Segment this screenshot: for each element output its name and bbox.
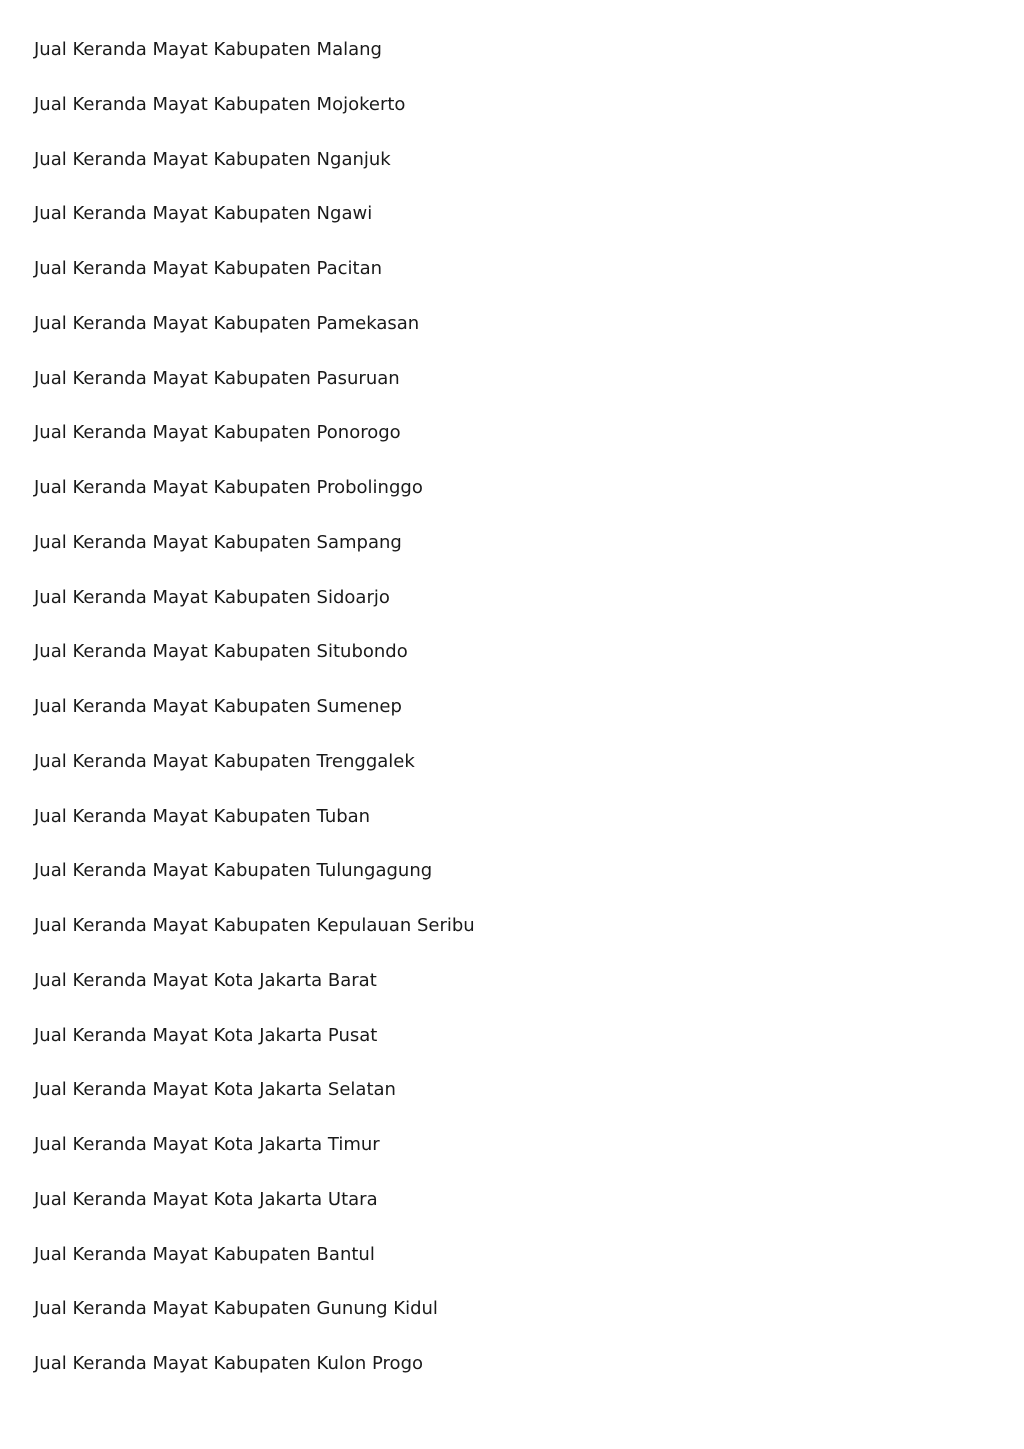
text-line: Jual Keranda Mayat Kabupaten Gunung Kidul [34, 1298, 438, 1320]
text-line: Jual Keranda Mayat Kabupaten Sampang [34, 531, 402, 553]
text-line: Jual Keranda Mayat Kabupaten Sidoarjo [34, 586, 390, 608]
text-line: Jual Keranda Mayat Kabupaten Tulungagung [34, 860, 433, 882]
text-line: Jual Keranda Mayat Kota Jakarta Timur [34, 1134, 380, 1155]
text-line: Jual Keranda Mayat Kabupaten Nganjuk [34, 148, 391, 170]
text-line-list [34, 36, 475, 1405]
text-line: Jual Keranda Mayat Kabupaten Trenggalek [34, 750, 415, 772]
text-line: Jual Keranda Mayat Kabupaten Mojokerto [34, 93, 406, 115]
text-line: Jual Keranda Mayat Kabupaten Probolinggo [34, 477, 423, 498]
text-line: Jual Keranda Mayat Kabupaten Malang [34, 39, 382, 60]
text-line: Jual Keranda Mayat Kota Jakarta Barat [34, 969, 377, 991]
text-line: Jual Keranda Mayat Kabupaten Pacitan [34, 258, 383, 279]
text-line: Jual Keranda Mayat Kabupaten Kulon Progo [34, 1353, 424, 1374]
text-line: Jual Keranda Mayat Kabupaten Pasuruan [34, 367, 400, 389]
text-line: Jual Keranda Mayat Kabupaten Ponorogo [34, 422, 401, 444]
text-line: Jual Keranda Mayat Kota Jakarta Utara [34, 1188, 378, 1210]
text-line: Jual Keranda Mayat Kota Jakarta Selatan [34, 1079, 396, 1101]
text-line: Jual Keranda Mayat Kabupaten Pamekasan [34, 312, 420, 334]
text-line: Jual Keranda Mayat Kota Jakarta Pusat [34, 1024, 378, 1046]
text-line: Jual Keranda Mayat Kabupaten Bantul [34, 1243, 375, 1265]
text-line: Jual Keranda Mayat Kabupaten Sumenep [34, 696, 402, 717]
text-line: Jual Keranda Mayat Kabupaten Tuban [34, 805, 371, 827]
text-line: Jual Keranda Mayat Kabupaten Ngawi [34, 203, 373, 225]
text-line: Jual Keranda Mayat Kabupaten Kepulauan Seribu [34, 915, 475, 936]
text-line: Jual Keranda Mayat Kabupaten Situbondo [34, 641, 408, 663]
